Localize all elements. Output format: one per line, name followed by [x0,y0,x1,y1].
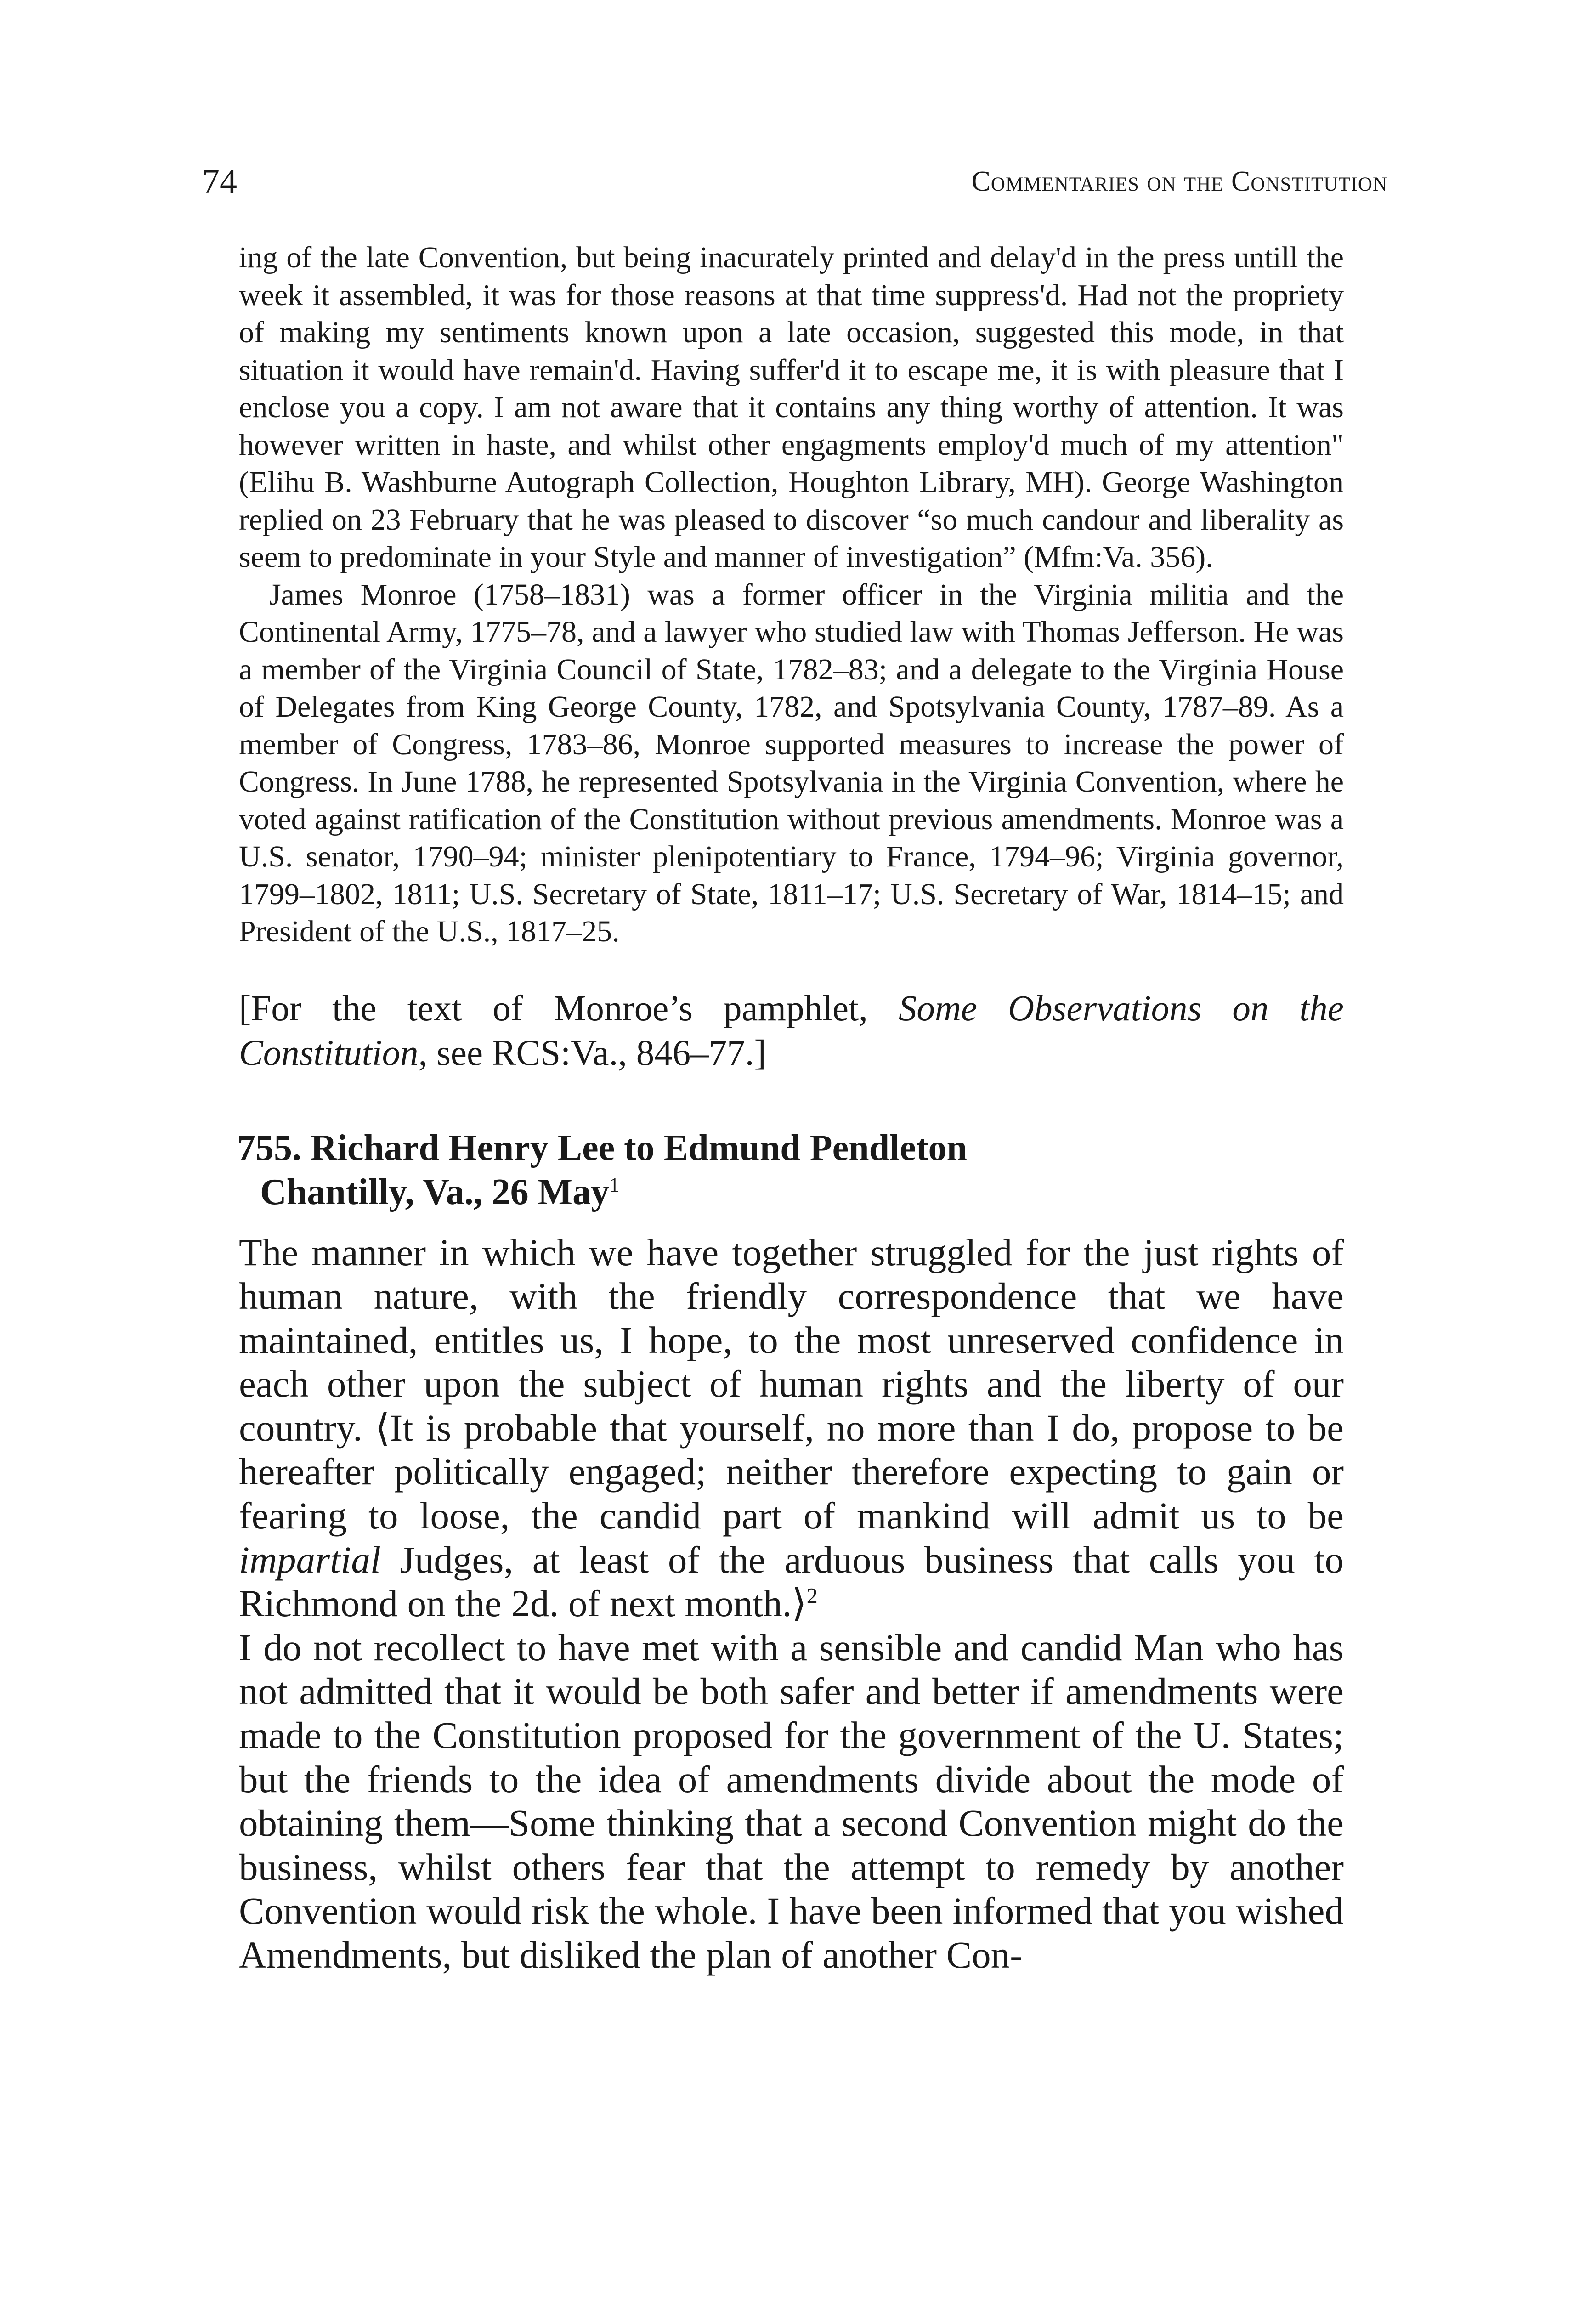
footnote-ref: 1 [609,1173,620,1196]
letter-body [239,1231,1344,1977]
page-content [239,239,1344,1977]
document-heading-title: 755. Richard Henry Lee to Edmund Pendleton [237,1127,967,1168]
footnote-ref: 2 [806,1584,818,1608]
place-date: Chantilly, Va., 26 May [260,1171,610,1212]
page-header [202,161,1387,202]
emphasis-text: impartial [239,1538,381,1581]
editorial-note [239,239,1344,950]
note-paragraph: James Monroe (1758–1831) was a former officer in the Virginia militia and the Continental Army, 1775–78, and a lawyer who studied law with Thomas Jefferson. He was a member of the Virginia Council of State, 1782–83; and a delegate to the Virginia House of Delegates from King George County, 1782, and Spotsylvania County, 1787–89. As a member of Congress, 1783–86, Monroe supported measures to increase the power of Congress. In June 1788, he represented Spotsylvania in the Virginia Convention, where he voted against ratification of the Constitution without previous amendments. Monroe was a U.S. senator, 1790–94; minister plenipotentiary to France, 1794–96; Virginia governor, 1799–1802, 1811; U.S. Secretary of State, 1811–17; U.S. Secretary of War, 1814–15; and President of the U.S., 1817–25. [239,577,1344,948]
document-heading [237,1126,1344,1214]
page-number: 74 [202,162,237,201]
letter-paragraph: I do not recollect to have met with a sensible and candid Man who has not admitted that it would be both safer and better if amendments were made to the Constitution proposed for the government of the U. States; but the friends to the idea of amendments divide about the mode of obtaining them—Some thinking that a second Convention might do the business, whilst others fear that the attempt to remedy by another Convention would risk the whole. I have been informed that you wished Amendments, but disliked the plan of another Con- [239,1626,1344,1976]
document-heading-place-date [237,1170,1344,1214]
pamphlet-title: Some Observations on the Constitution [239,988,1344,1073]
letter-text: The manner in which we have together struggled for the just rights of human nature, with the friendly correspondence that we have maintained, entitles us, I hope, to the most unreserved confidence in each other upon the subject of human rights and the liberty of our country. ⟨It is probable that yourself, no more than I do, propose to be hereafter politically engaged; neither therefore expecting to gain or fearing to loose, the candid part of mankind will admit us to be [239,1231,1344,1537]
running-head: Commentaries on the Constitution [971,166,1387,197]
bracketed-note [239,986,1344,1075]
note-paragraph: ing of the late Convention, but being inacurately printed and delay'd in the press untill the week it assembled, it was for those reasons at that time suppress'd. Had not the propriety of making my sentiments known upon a late occasion, suggested this mode, in that situation it would have remain'd. Having suffer'd it to escape me, it is with pleasure that I enclose you a copy. I am not aware that it contains any thing worthy of attention. It was however written in haste, and whilst other engagments employ'd much of my attention" (Elihu B. Washburne Autograph Collection, Houghton Library, MH). George Washington replied on 23 February that he was pleased to discover “so much candour and liberality as seem to predominate in your Style and manner of investigation” (Mfm:Va. 356). [239,241,1344,574]
letter-paragraph [239,1231,1344,1626]
bracketed-note-text: , see RCS:Va., 846–77.] [418,1033,766,1073]
letter-text: Judges, at least of the arduous business that calls you to Richmond on the 2d. of next month.⟩ [239,1538,1344,1625]
bracketed-note-text: [For the text of Monroe’s pamphlet, [239,988,899,1029]
